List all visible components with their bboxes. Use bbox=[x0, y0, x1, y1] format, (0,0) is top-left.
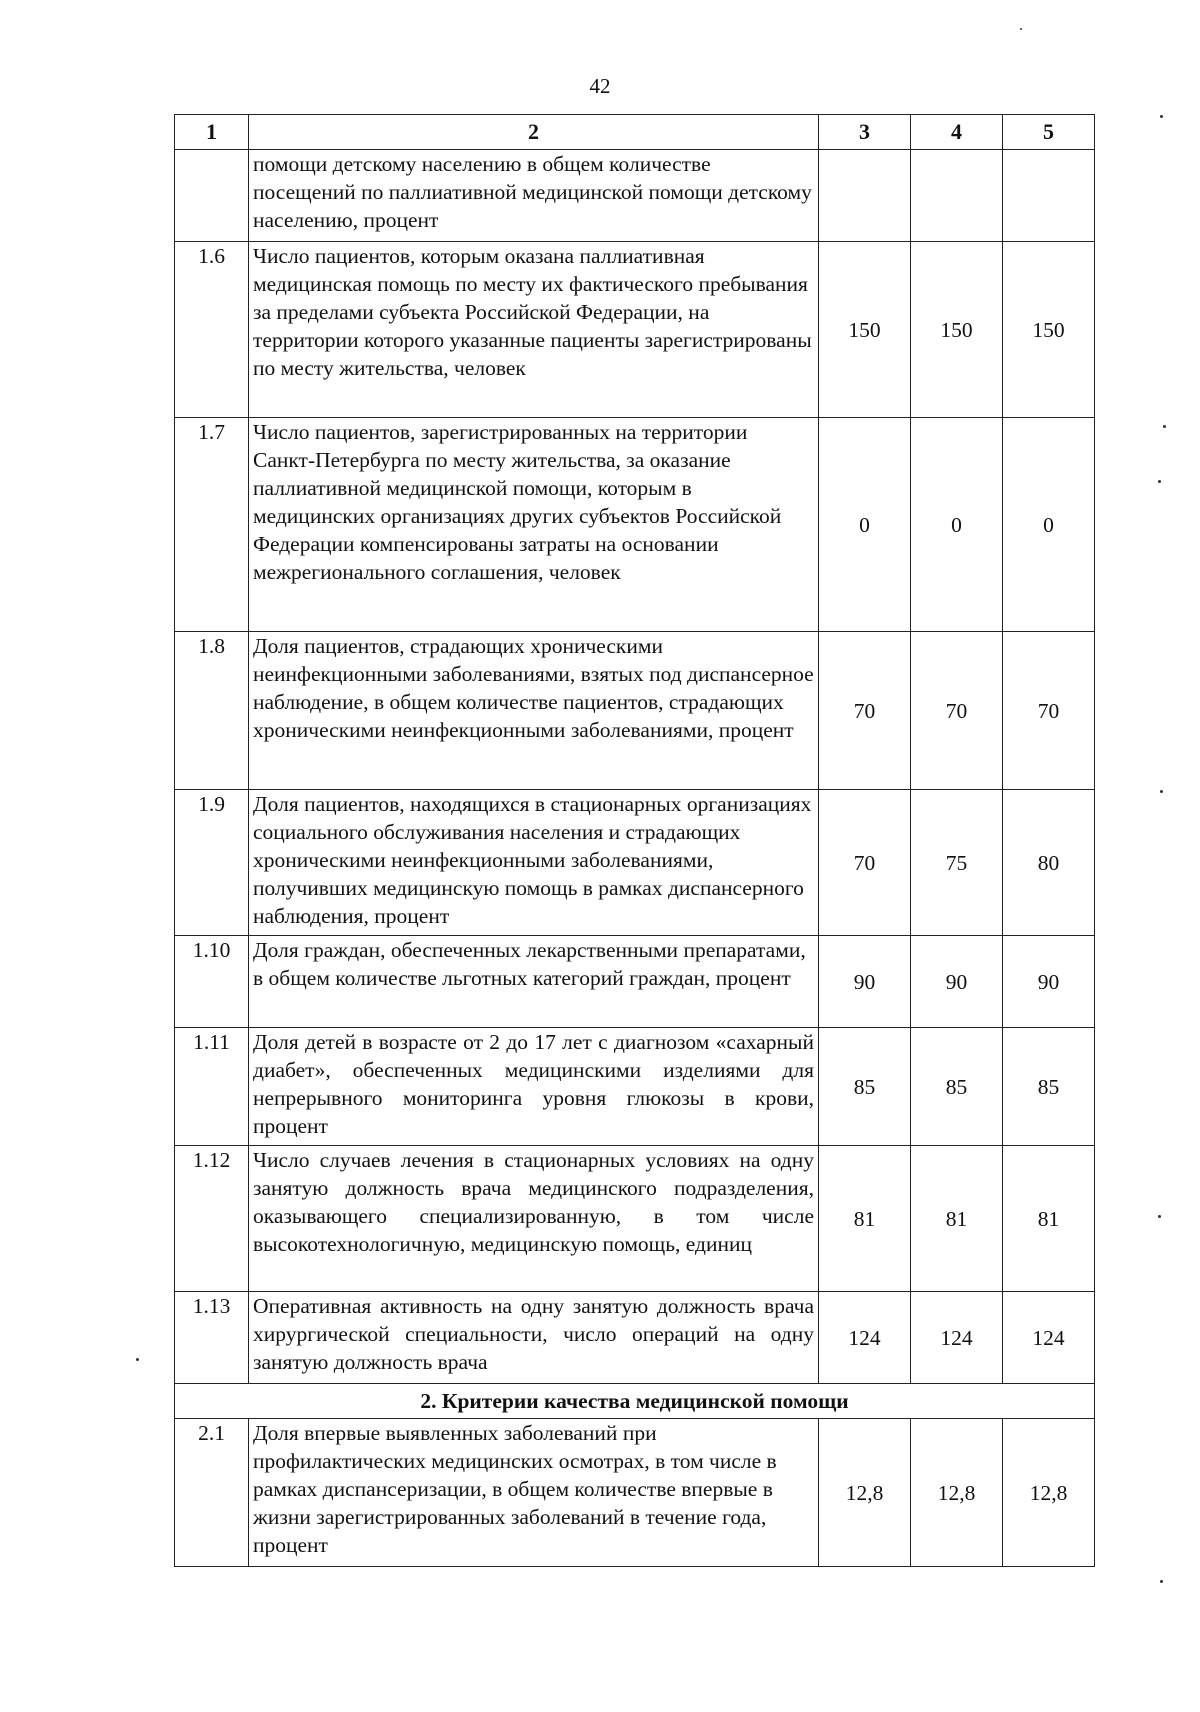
row-number: 1.7 bbox=[175, 418, 249, 632]
row-description: Оперативная активность на одну занятую должность врача хирургической специальности, число операций на одну занятую должность врача bbox=[249, 1292, 819, 1384]
value-col-3: 0 bbox=[819, 418, 911, 632]
table-row bbox=[175, 242, 1095, 418]
value-col-5: 12,8 bbox=[1003, 1419, 1095, 1567]
table-row bbox=[175, 1292, 1095, 1384]
row-description: помощи детскому населению в общем количестве посещений по паллиативной медицинской помощи детскому населению, процент bbox=[249, 150, 819, 242]
row-number: 1.13 bbox=[175, 1292, 249, 1384]
scan-speck bbox=[136, 1358, 139, 1361]
column-header: 1 bbox=[175, 115, 249, 150]
row-number: 1.10 bbox=[175, 936, 249, 1028]
table-header-row bbox=[175, 115, 1095, 150]
table-row bbox=[175, 418, 1095, 632]
table-row bbox=[175, 632, 1095, 790]
value-col-3: 150 bbox=[819, 242, 911, 418]
scan-speck bbox=[1158, 480, 1161, 483]
value-col-5: 85 bbox=[1003, 1028, 1095, 1146]
section-header-row bbox=[175, 1384, 1095, 1419]
page-number: 42 bbox=[589, 74, 611, 98]
value-col-3 bbox=[819, 150, 911, 242]
value-col-4: 70 bbox=[911, 632, 1003, 790]
table-row bbox=[175, 150, 1095, 242]
row-description: Число случаев лечения в стационарных условиях на одну занятую должность врача медицинского подразделения, оказывающего специализированную, в том числе высокотехнологичную, медицинскую помощь, единиц bbox=[249, 1146, 819, 1292]
value-col-3: 70 bbox=[819, 790, 911, 936]
scan-speck bbox=[1020, 28, 1022, 30]
value-col-3: 85 bbox=[819, 1028, 911, 1146]
value-col-4: 81 bbox=[911, 1146, 1003, 1292]
value-col-5: 124 bbox=[1003, 1292, 1095, 1384]
row-description: Число пациентов, которым оказана паллиативная медицинская помощь по месту их фактического пребывания за пределами субъекта Российской Федерации, на территории которого указанные пациенты зарегистрированы по месту жительства, человек bbox=[249, 242, 819, 418]
value-col-5: 0 bbox=[1003, 418, 1095, 632]
row-number: 1.6 bbox=[175, 242, 249, 418]
value-col-4: 0 bbox=[911, 418, 1003, 632]
value-col-5: 70 bbox=[1003, 632, 1095, 790]
value-col-4 bbox=[911, 150, 1003, 242]
row-number: 1.12 bbox=[175, 1146, 249, 1292]
scan-speck bbox=[1160, 790, 1163, 793]
row-number: 1.11 bbox=[175, 1028, 249, 1146]
value-col-5: 90 bbox=[1003, 936, 1095, 1028]
table-row bbox=[175, 1419, 1095, 1567]
row-number bbox=[175, 150, 249, 242]
table-row bbox=[175, 1028, 1095, 1146]
criteria-table bbox=[174, 114, 1095, 1567]
column-header: 2 bbox=[249, 115, 819, 150]
value-col-5: 150 bbox=[1003, 242, 1095, 418]
scan-speck bbox=[1160, 115, 1163, 118]
value-col-3: 81 bbox=[819, 1146, 911, 1292]
scan-speck bbox=[1163, 425, 1166, 428]
row-description: Число пациентов, зарегистрированных на территории Санкт-Петербурга по месту жительства, за оказание паллиативной медицинской помощи, которым в медицинских организациях других субъектов Российской Федерации компенсированы затраты на основании межрегионального соглашения, человек bbox=[249, 418, 819, 632]
value-col-3: 90 bbox=[819, 936, 911, 1028]
table-row bbox=[175, 790, 1095, 936]
row-number: 1.8 bbox=[175, 632, 249, 790]
value-col-4: 90 bbox=[911, 936, 1003, 1028]
scan-speck bbox=[1158, 1215, 1161, 1218]
value-col-4: 75 bbox=[911, 790, 1003, 936]
row-description: Доля впервые выявленных заболеваний при профилактических медицинских осмотрах, в том числе в рамках диспансеризации, в общем количестве впервые в жизни зарегистрированных заболеваний в течение года, процент bbox=[249, 1419, 819, 1567]
table-row bbox=[175, 936, 1095, 1028]
value-col-3: 70 bbox=[819, 632, 911, 790]
value-col-5: 80 bbox=[1003, 790, 1095, 936]
value-col-4: 150 bbox=[911, 242, 1003, 418]
row-number: 2.1 bbox=[175, 1419, 249, 1567]
value-col-3: 12,8 bbox=[819, 1419, 911, 1567]
scan-speck bbox=[1160, 1580, 1163, 1583]
table-row bbox=[175, 1146, 1095, 1292]
row-description: Доля пациентов, находящихся в стационарных организациях социального обслуживания населения и страдающих хроническими неинфекционными заболеваниями, получивших медицинскую помощь в рамках диспансерного наблюдения, процент bbox=[249, 790, 819, 936]
value-col-4: 124 bbox=[911, 1292, 1003, 1384]
row-description: Доля пациентов, страдающих хроническими неинфекционными заболеваниями, взятых под диспансерное наблюдение, в общем количестве пациентов, страдающих хроническими неинфекционными заболеваниями, процент bbox=[249, 632, 819, 790]
row-description: Доля детей в возрасте от 2 до 17 лет с диагнозом «сахарный диабет», обеспеченных медицинскими изделиями для непрерывного мониторинга уровня глюкозы в крови, процент bbox=[249, 1028, 819, 1146]
value-col-3: 124 bbox=[819, 1292, 911, 1384]
row-description: Доля граждан, обеспеченных лекарственными препаратами, в общем количестве льготных категорий граждан, процент bbox=[249, 936, 819, 1028]
value-col-5 bbox=[1003, 150, 1095, 242]
row-number: 1.9 bbox=[175, 790, 249, 936]
column-header: 3 bbox=[819, 115, 911, 150]
column-header: 5 bbox=[1003, 115, 1095, 150]
section-title: 2. Критерии качества медицинской помощи bbox=[175, 1384, 1095, 1419]
value-col-4: 12,8 bbox=[911, 1419, 1003, 1567]
value-col-4: 85 bbox=[911, 1028, 1003, 1146]
column-header: 4 bbox=[911, 115, 1003, 150]
value-col-5: 81 bbox=[1003, 1146, 1095, 1292]
